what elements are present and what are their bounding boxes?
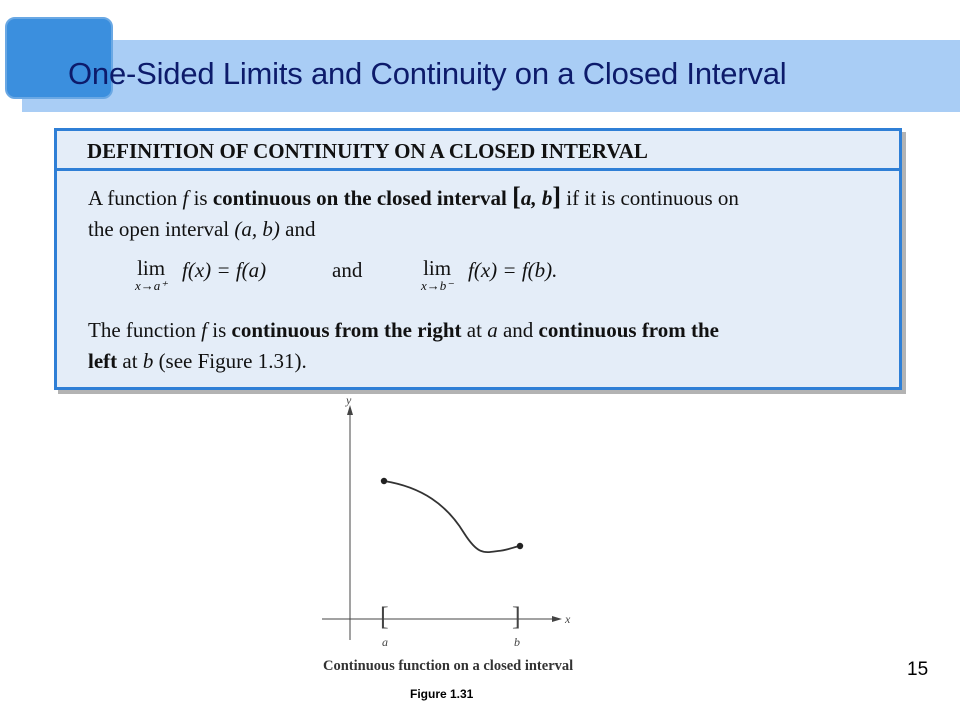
interval-endpoints: a, b bbox=[520, 186, 553, 210]
x-axis-arrow-icon bbox=[552, 616, 562, 622]
definition-line-3 bbox=[88, 315, 869, 346]
y-axis-label: y bbox=[346, 395, 352, 407]
figure-caption: Figure 1.31 bbox=[410, 687, 474, 701]
limit-left bbox=[135, 257, 167, 293]
text-fragment: and bbox=[497, 318, 539, 342]
left-bracket: [ bbox=[380, 602, 389, 631]
and-word: and bbox=[332, 258, 363, 282]
limit-left-expression: f(x) = f(a) bbox=[182, 258, 267, 282]
left-endpoint-dot bbox=[381, 478, 387, 484]
limit-right bbox=[421, 257, 453, 293]
text-fragment: and bbox=[279, 217, 316, 241]
function-symbol: f bbox=[201, 318, 207, 342]
text-fragment: is bbox=[188, 186, 213, 210]
endpoint-a: a bbox=[487, 318, 498, 342]
graph-svg bbox=[312, 395, 592, 657]
definition-box bbox=[54, 128, 902, 390]
definition-body bbox=[57, 171, 899, 377]
interval-bracket-close: ] bbox=[552, 182, 561, 211]
bold-term: continuous from the bbox=[538, 318, 719, 342]
right-bracket: ] bbox=[512, 602, 521, 631]
open-interval: (a, b) bbox=[234, 217, 280, 241]
figure-inner-caption: Continuous function on a closed interval bbox=[323, 658, 574, 674]
lim-subscript: x→a⁺ bbox=[135, 278, 168, 293]
bold-term: continuous from the right bbox=[231, 318, 462, 342]
endpoint-b: b bbox=[142, 349, 154, 373]
lim-subscript: x→b⁻ bbox=[421, 278, 454, 293]
a-label: a bbox=[382, 635, 388, 649]
slide-title: One-Sided Limits and Continuity on a Closed Interval bbox=[68, 56, 787, 91]
definition-line-1 bbox=[88, 181, 869, 214]
text-fragment: A function bbox=[88, 186, 183, 210]
text-fragment: at bbox=[117, 349, 143, 373]
limit-right-expression: f(x) = f(b). bbox=[468, 258, 558, 282]
bold-term: continuous on the closed interval bbox=[212, 186, 507, 210]
function-curve bbox=[384, 481, 520, 552]
lim-word: lim bbox=[137, 256, 166, 280]
bold-term: left bbox=[88, 349, 118, 373]
text-fragment: is bbox=[206, 318, 232, 342]
definition-line-4 bbox=[88, 346, 869, 377]
interval-bracket-open: [ bbox=[512, 182, 521, 211]
function-symbol: f bbox=[182, 186, 189, 210]
b-label: b bbox=[514, 635, 520, 649]
lim-word: lim bbox=[423, 256, 452, 280]
text-fragment: The function bbox=[88, 318, 202, 342]
right-endpoint-dot bbox=[517, 543, 523, 549]
text-fragment: the open interval bbox=[88, 217, 235, 241]
figure-graph bbox=[312, 395, 592, 681]
text-fragment: at bbox=[461, 318, 488, 342]
text-fragment: if it is continuous on bbox=[560, 186, 739, 210]
definition-line-2 bbox=[88, 214, 869, 245]
definition-heading: DEFINITION OF CONTINUITY ON A CLOSED INTERVAL bbox=[57, 131, 899, 171]
limit-equations bbox=[88, 249, 869, 311]
page-number: 15 bbox=[907, 659, 929, 680]
x-axis-label: x bbox=[565, 612, 571, 626]
text-fragment: (see Figure 1.31). bbox=[153, 349, 307, 373]
